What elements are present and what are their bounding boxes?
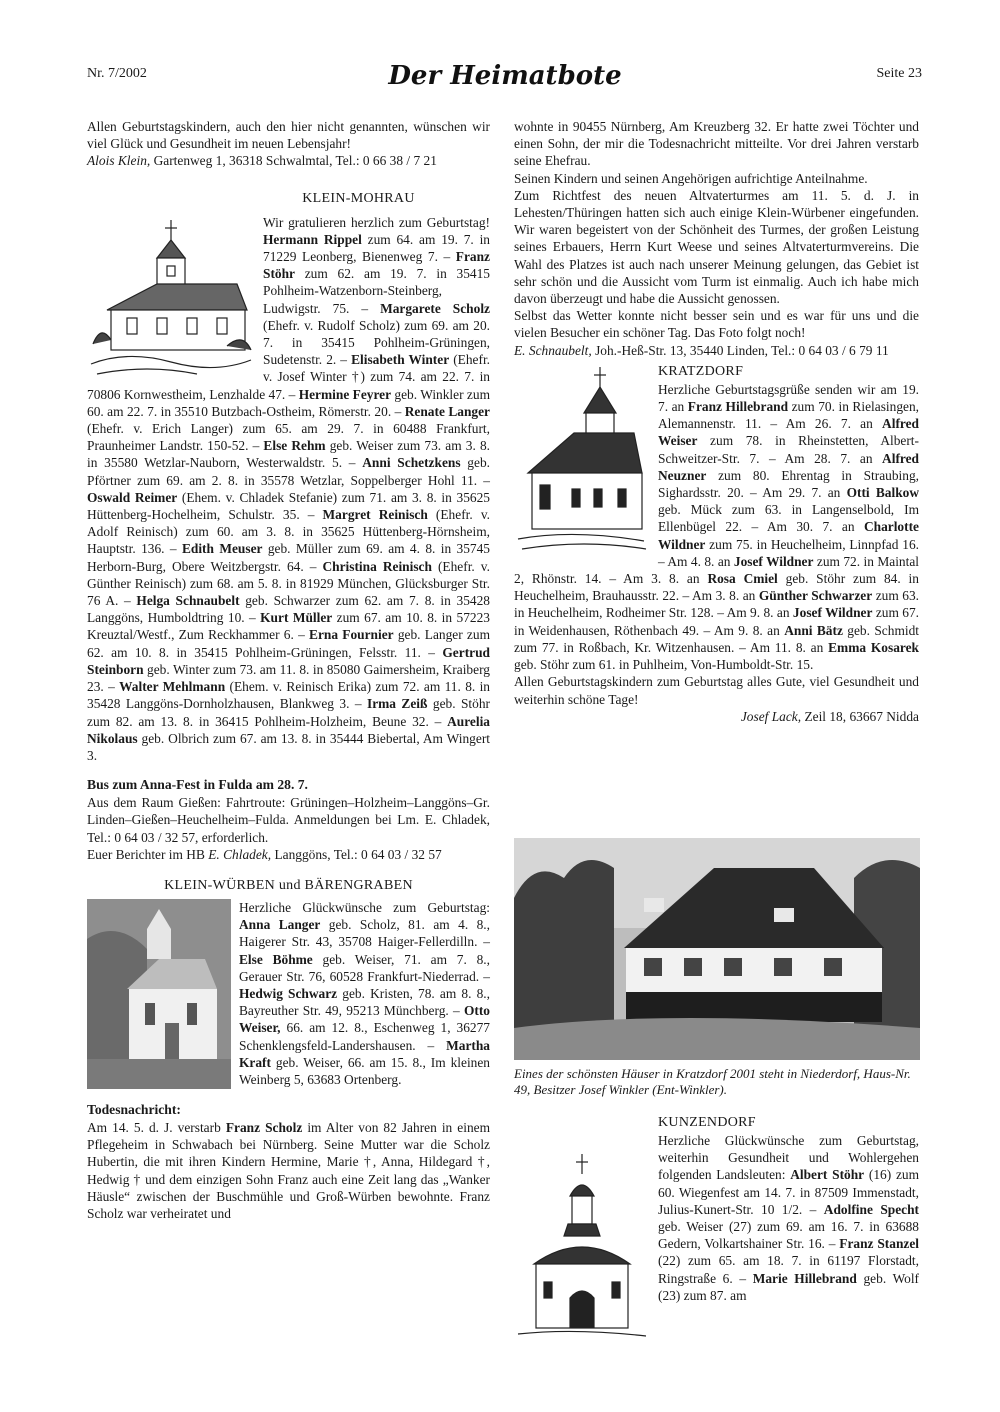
right-p3: Zum Richtfest des neuen Altvaterturmes am 11. 5. d. J. in Lehesten/Thüringen hatten sich auch einige Klein-Würbener eingefunden. Wir waren begeistert von der Schönheit des Turmes, der großen Leistung seines Erbauers, Herrn Kurt Weese und seines Altvaterturmvereins. Die Wahl des Platzes ist auch nach unserer Meinung gelungen, das Gebiet ist sehr schön und die Aussicht vom Turm ist einmalig. Auch ich habe mich davon überzeugt und habe die Aussicht genossen. (514, 187, 919, 307)
klein-mohrau-birthdays: Wir gratulieren herzlich zum Geburtstag! Hermann Rippel zum 64. am 19. 7. in 71229 Leonberg, Bienenweg 7. – Franz Stöhr zum 62. am 19. 7. in 35415 Pohlheim-Watzenborn-Steinberg, Ludwigstr. 75. – Margarete Scholz (Ehefr. v. Rudolf Scholz) zum 69. am 20. 7. in 35415 Pohlheim-Grüningen, Sudetenstr. 2. – Elisabeth Winter (Ehefr. v. Josef Winter †) zum 74. am 22. 7. in 70806 Kornwestheim, Lenzhalde 47. – Hermine Feyrer geb. Winkler zum 60. am 22. 7. in 35510 Butzbach-Ostheim, Römerstr. 20. – Renate Langer (Ehefr. v. Erich Langer) zum 65. am 29. 7. in 60488 Frankfurt, Praunheimer Landstr. 150-52. – Else Rehm geb. Weiser zum 73. am 3. 8. in 35580 Wetzlar-Nauborn, Westerwaldstr. 5. – Anni Schetzkens geb. Pförtner zum 69. am 2. 8. in 35578 Wetzlar, Soppelberger Hohl 11. – Oswald Reimer (Ehem. v. Chladek Stefanie) zum 71. am 3. 8. in 35625 Hüttenberg-Hochelheim, Schulstr. 35. – Margret Reinisch (Ehefr. v. Adolf Reinisch) zum 60. am 3. 8. in 35625 Hüttenberg-Hörnsheim, Hauptstr. 136. – Edith Meuser geb. Müller zum 69. am 4. 8. in 35745 Herborn-Burg, Obere Weitzbergstr. 64. – Christina Reinisch (Ehefr. v. Günther Reinisch) zum 68. am 5. 8. in 81929 München, Glücksburger Str. 76 A. – Helga Schnaubelt geb. Schwarzer zum 62. am 7. 8. in 35428 Langgöns, Humboldtring 10. – Kurt Müller zum 67. am 10. 8. in 57223 Kreuztal/Westf., Zum Reckhammer 6. – Erna Fournier geb. Langer zum 62. am 10. 8. in 35415 Pohlheim-Grüningen, Felsstr. 11. – Gertrud Steinborn geb. Winter zum 73. am 11. 8. in 85080 Gaimersheim, Kraiberg 23. – Walter Mehlmann (Ehem. v. Reinisch Erika) zum 72. am 11. 8. in 35428 Langgöns-Dornholzhausen, Blankweg 3. – Irma Zeiß geb. Stöhr zum 82. am 13. 8. in 36415 Pohlheim-Holzheim, Beune 32. – Aurelia Nikolaus geb. Olbrich zum 67. am 13. 8. in 35444 Biebertal, Am Wingert 3. (87, 214, 491, 763)
kratzdorf-signature: Josef Lack, Zeil 18, 63667 Nidda (740, 708, 919, 724)
right-column (514, 118, 919, 725)
kunzendorf-birthdays: Herzliche Glückwünsche zum Geburtstag, weiterhin Gesundheit und Wohlergehen folgenden Landsleuten: Albert Stöhr (16) zum 60. Wiegenfest am 14. 7. in 87509 Immenstadt, Julius-Kunert-Str. 10 1/2. – Adolfine Specht geb. Weiser (27) zum 69. am 16. 7. in 63688 Gedern, Volkartshainer Str. 16. – Franz Stanzel (22) zum 65. am 18. 7. in 61197 Florstadt, Ringstraße 6. – Marie Hillebrand geb. Wolf (23) zum 87. am (658, 1133, 920, 1303)
house-photo-kratzdorf (514, 838, 920, 1060)
section-title-kratzdorf: KRATZDORF (658, 363, 744, 379)
right-p1: wohnte in 90455 Nürnberg, Am Kreuzberg 32. Er hatte zwei Töchter und einen Sohn, der mir die Todesnachricht mitteilte. Vor drei Jahren verstarb seine Ehefrau. (514, 119, 919, 169)
photo-caption: Eines der schönsten Häuser in Kratzdorf 2001 steht in Niederdorf, Haus-Nr. 49, Besitzer Josef Winkler (Ent-Winkler). (514, 1066, 911, 1097)
masthead-text: Der Heimatbote (388, 61, 622, 91)
section-title-death: Todesnachricht: (87, 1101, 181, 1117)
section-title-bus: Bus zum Anna-Fest in Fulda am 28. 7. (87, 777, 308, 793)
chapel-photo-klein-wuerben (87, 899, 231, 1089)
left-column (87, 118, 490, 1222)
section-title-klein-wuerben: KLEIN-WÜRBEN und BÄRENGRABEN (164, 877, 413, 893)
kratzdorf-closing: Allen Geburtstagskindern zum Geburtstag alles Gute, viel Gesundheit und weiterhin schöne Tage! (514, 674, 919, 707)
issue-number: Nr. 7/2002 (87, 66, 147, 81)
right-p2: Seinen Kindern und seinen Angehörigen aufrichtige Anteilnahme. (514, 170, 868, 186)
section-title-klein-mohrau: KLEIN-MOHRAU (302, 190, 415, 206)
kunzendorf-section (514, 1114, 919, 1346)
church-illustration-klein-mohrau (87, 214, 255, 382)
church-illustration-kunzendorf (514, 1114, 650, 1344)
church-illustration-kratzdorf (514, 363, 650, 553)
bus-text: Aus dem Raum Gießen: Fahrtroute: Grüningen–Holzheim–Langgöns–Gr. Linden–Gießen–Heuchelheim–Fulda. Anmeldungen bei Lm. E. Chladek, Tel.: 0 64 03 / 32 57, erforderlich. Euer Berichter im HB E. Chladek, Langgöns, Tel.: 0 64 03 / 32 57 (87, 795, 490, 862)
masthead-logo (388, 52, 622, 96)
right-p4: Selbst das Wetter konnte nicht besser sein und es war für uns und die vielen Besucher ein schöner Tag. Das Foto folgt noch! E. Schnaubelt, Joh.-Heß-Str. 13, 35440 Linden, Tel.: 0 64 03 / 6 79 11 (514, 308, 919, 358)
section-title-kunzendorf: KUNZENDORF (658, 1115, 756, 1130)
klein-wuerben-birthdays: Herzliche Glückwünsche zum Geburtstag: Anna Langer geb. Scholz, 81. am 4. 8., Haigerer Str. 43, 35708 Haiger-Fellerdilln. – Else Böhme geb. Weiser, 71. am 7. 8., Gerauer Str. 76, 60528 Frankfurt-Niederrad. – Hedwig Schwarz geb. Kristen, 78. am 8. 8., Bayreuther Str. 49, 95213 Münchberg. – Otto Weiser, 66. am 12. 8., Eschenweg 1, 36277 Schenklengsfeld-Landershausen. – Martha Kraft geb. Weiser, 66. am 15. 8., Im kleinen Weinberg 5, 63683 Ortenberg. (239, 899, 490, 1087)
intro-text: Allen Geburtstagskindern, auch den hier nicht genannten, wünschen wir viel Glück und Gesundheit im neuen Lebensjahr! Alois Klein, Gartenweg 1, 36318 Schwalmtal, Tel.: 0 66 38 / 7 21 (87, 119, 490, 169)
kratzdorf-birthdays: Herzliche Geburtstagsgrüße senden wir am 19. 7. an Franz Hillebrand zum 70. in Rielasingen, Alemannenstr. 11. – Am 26. 7. an Alfred Weiser zum 78. in Rheinstetten, Albert-Schweitzer-Str. 7. – Am 28. 7. an Alfred Neuzner zum 80. Ehrentag in Straubing, Sighardsstr. 20. – Am 29. 7. an Otti Balkow geb. Mück zum 63. in Langenselbold, Im Ellenbügel 22. – Am 30. 7. an Charlotte Wildner zum 75. in Heuchelheim, Linnpfad 16. – Am 4. 8. an Josef Wildner zum 72. in Maintal 2, Rhönstr. 14. – Am 3. 8. an Rosa Cmiel geb. Stöhr zum 84. in Heuchelheim, Brauhausstr. 22. – Am 3. 8. an Günther Schwarzer zum 63. in Heuchelheim, Rodheimer Str. 128. – Am 9. 8. an Josef Wildner zum 67. in Weidenhausen, Röthenbach 49. – Am 9. 8. an Anni Bätz geb. Schmidt zum 77. in Roßbach, Kr. Witzenhausen. – Am 11. 8. an Emma Kosarek geb. Stöhr zum 61. in Puhlheim, Von-Humboldt-Str. 15. (514, 381, 920, 673)
death-notice-text: Am 14. 5. d. J. verstarb Franz Scholz im Alter von 82 Jahren in einem Pflegeheim in Schwabach bei Nürnberg. Seine Mutter war die Scholz Hubertin, die mit ihren Kindern Hermine, Marie †, Anna, Hildegard †, Hedwig † und dem einzigen Sohn Franz auch eine Zeit lang das „Wanker Häusle“ zwischen der Buschmühle und Groß-Würben bewohnte. Franz Scholz war verheiratet und (87, 1119, 491, 1221)
page-number: Seite 23 (876, 66, 922, 81)
